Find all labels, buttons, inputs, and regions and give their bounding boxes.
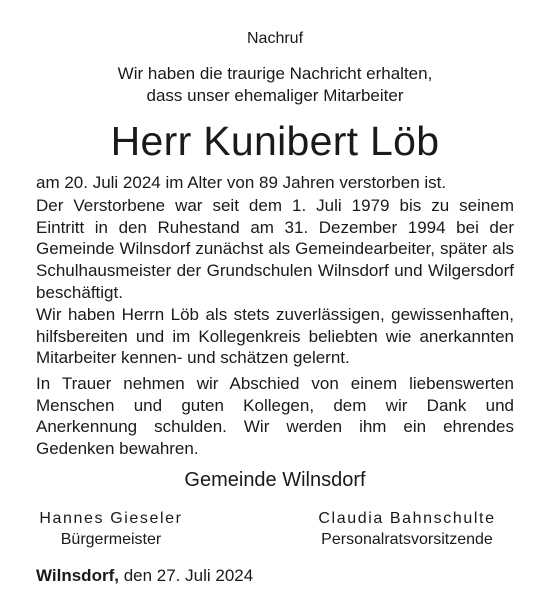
organization-name: Gemeinde Wilnsdorf bbox=[184, 469, 366, 491]
paragraph-employment: Der Verstorbene war seit dem 1. Juli 1979 bis zu seinem Eintritt in den Ruhestand am 31. Dezember 1994 bei der Gemeinde Wilnsdorf zunächst als Gemeindearbeiter, später als Schulhausmeister der Grundschulen Wilnsdorf und Wilgersdorf beschäftigt. bbox=[36, 196, 514, 302]
signature-name: Claudia Bahnschulte bbox=[318, 510, 496, 527]
notice-heading: Nachruf bbox=[246, 30, 304, 47]
place-and-date bbox=[36, 566, 253, 586]
place: Wilnsdorf, bbox=[36, 566, 119, 585]
date: den 27. Juli 2024 bbox=[123, 566, 254, 585]
paragraph-death-date: am 20. Juli 2024 im Alter von 89 Jahren verstorben ist. bbox=[36, 173, 447, 192]
signature-title: Bürgermeister bbox=[60, 531, 162, 548]
signature-name: Hannes Gieseler bbox=[39, 510, 183, 527]
signature-staff-council bbox=[300, 508, 514, 550]
paragraph-appreciation: Wir haben Herrn Löb als stets zuverlässigen, gewissenhaften, hilfsbereiten und im Kollegenkreis beliebten wie anerkannten Mitarbeiter kennen- und schätzen gelernt. bbox=[36, 305, 514, 368]
signature-title: Personalratsvorsitzende bbox=[321, 531, 493, 548]
signature-mayor bbox=[36, 508, 186, 550]
intro-line-2: dass unser ehemaliger Mitarbeiter bbox=[146, 86, 404, 105]
paragraph-farewell: In Trauer nehmen wir Abschied von einem liebenswerten Menschen und guten Kollegen, dem wir Dank und Anerkennung schulden. Wir werden ihm ein ehrendes Gedenken bewahren. bbox=[36, 374, 514, 459]
intro-line-1: Wir haben die traurige Nachricht erhalten, bbox=[117, 64, 433, 83]
deceased-name: Herr Kunibert Löb bbox=[110, 118, 440, 164]
